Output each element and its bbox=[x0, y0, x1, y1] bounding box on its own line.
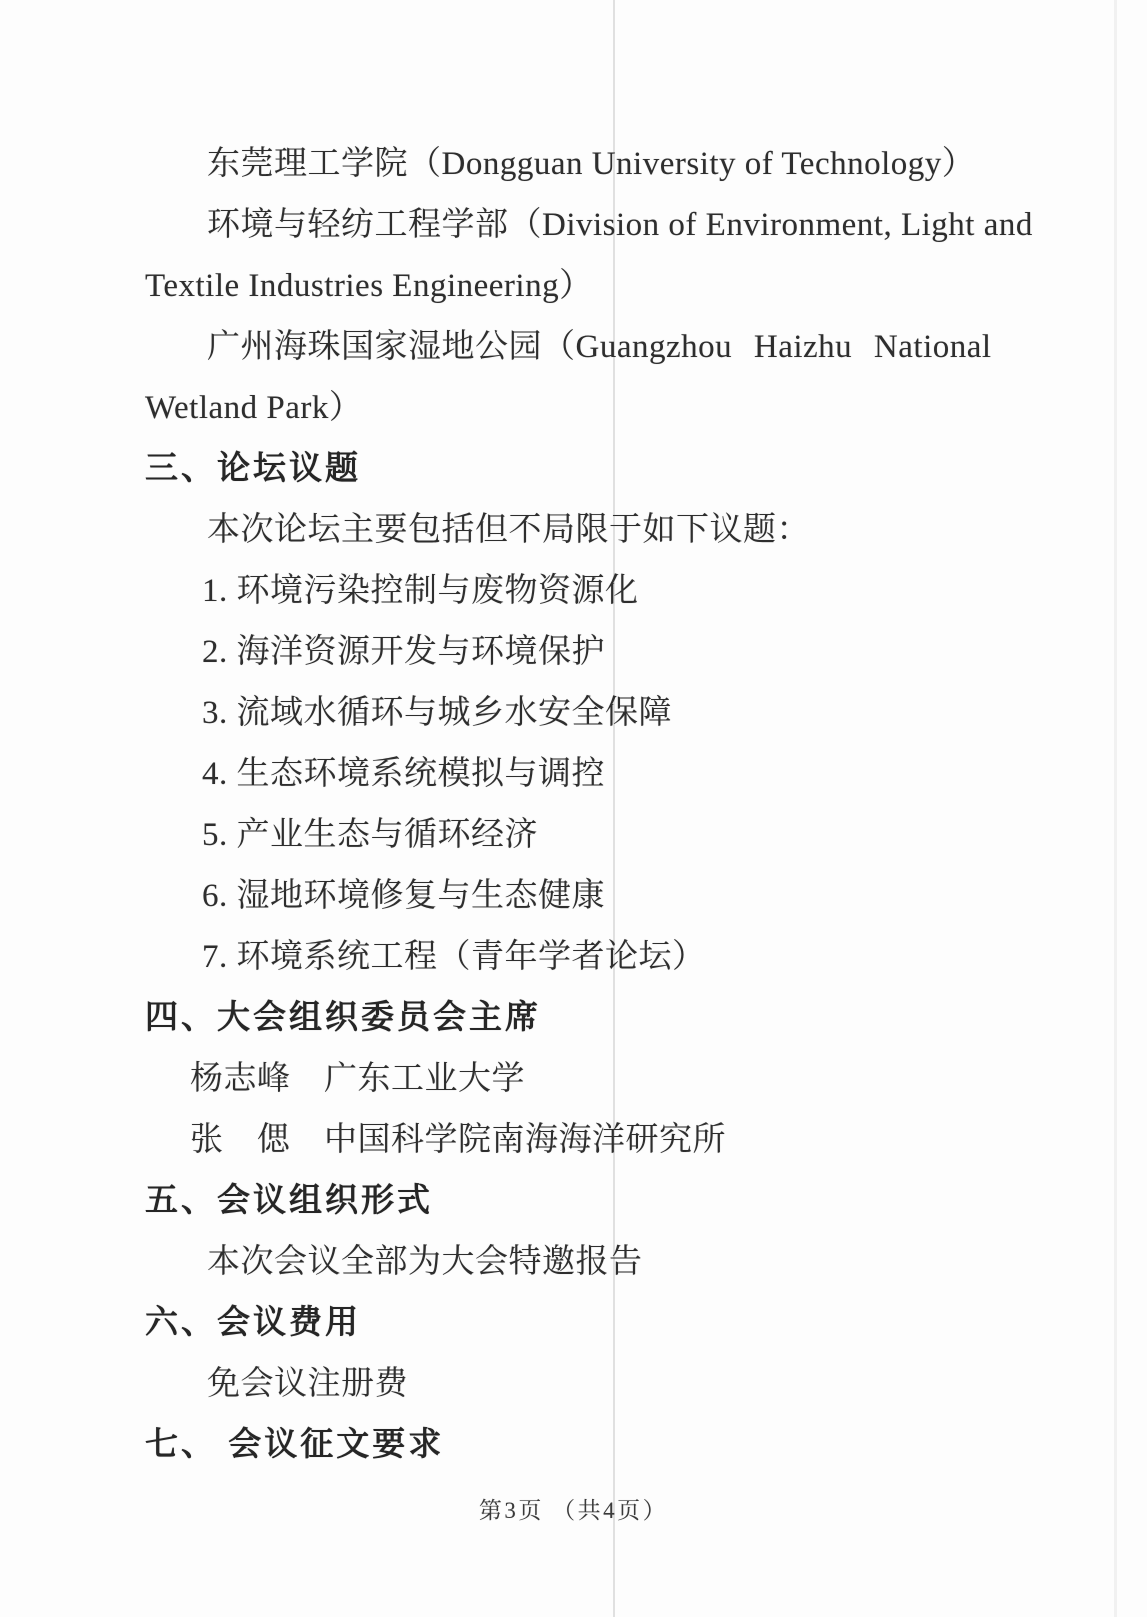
topic-item: 5. 产业生态与循环经济 bbox=[202, 817, 538, 853]
topic-item: 2. 海洋资源开发与环境保护 bbox=[202, 634, 605, 670]
topics-intro: 本次论坛主要包括但不局限于如下议题： bbox=[207, 512, 810, 548]
fee-body: 免会议注册费 bbox=[207, 1366, 408, 1402]
topic-item: 3. 流域水循环与城乡水安全保障 bbox=[202, 695, 672, 731]
chair-line: 张 偲 中国科学院南海海洋研究所 bbox=[190, 1122, 726, 1158]
section-heading-submission: 七、 会议征文要求 bbox=[145, 1427, 445, 1463]
page-number-footer: 第3页 （共4页） bbox=[478, 1498, 669, 1523]
section-heading-chairs: 四、大会组织委员会主席 bbox=[145, 1000, 541, 1036]
topic-item: 6. 湿地环境修复与生态健康 bbox=[202, 878, 605, 914]
chair-line: 杨志峰 广东工业大学 bbox=[190, 1061, 525, 1097]
section-heading-format: 五、会议组织形式 bbox=[145, 1183, 433, 1219]
venue-line: 东莞理工学院（Dongguan University of Technology） bbox=[207, 146, 976, 182]
format-body: 本次会议全部为大会特邀报告 bbox=[207, 1244, 643, 1280]
document-body bbox=[145, 134, 1045, 1476]
scan-edge-shading bbox=[1114, 0, 1117, 1617]
section-heading-topics: 三、论坛议题 bbox=[145, 451, 361, 487]
topic-item: 7. 环境系统工程（青年学者论坛） bbox=[202, 939, 706, 975]
section-heading-fee: 六、会议费用 bbox=[145, 1305, 361, 1341]
venue-line: 广州海珠国家湿地公园（Guangzhou Haizhu National bbox=[207, 329, 992, 365]
venue-line: 环境与轻纺工程学部（Division of Environment, Light and bbox=[207, 207, 1033, 243]
topic-item: 4. 生态环境系统模拟与调控 bbox=[202, 756, 605, 792]
topic-item: 1. 环境污染控制与废物资源化 bbox=[202, 573, 639, 609]
venue-line-continuation: Wetland Park） bbox=[145, 390, 363, 426]
venue-line-continuation: Textile Industries Engineering） bbox=[145, 268, 593, 304]
